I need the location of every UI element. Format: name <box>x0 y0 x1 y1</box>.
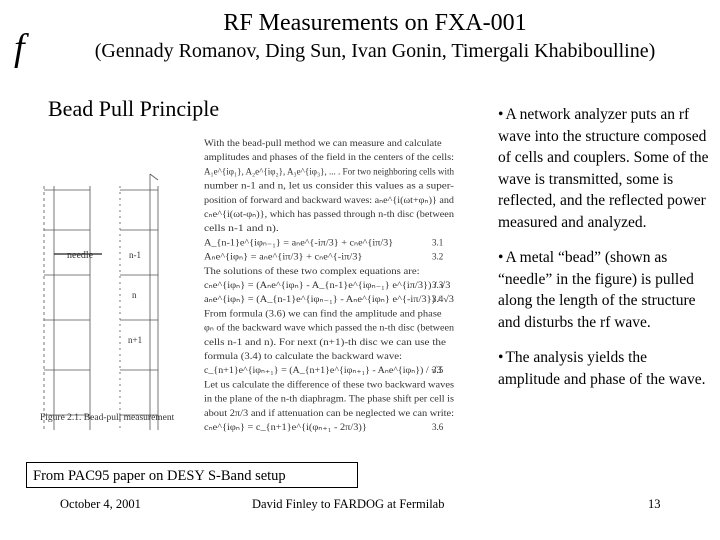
paper-text-line: amplitudes and phases of the field in the centers of the cells: <box>204 152 454 163</box>
source-caption: From PAC95 paper on DESY S-Band setup <box>26 462 358 488</box>
paper-text-line: formula (3.4) to calculate the backward wave: <box>204 351 402 361</box>
bullet-list <box>498 104 710 404</box>
paper-text-line: position of forward and backward waves: aₙe^{i(ωt+φₙ)} and <box>204 194 455 205</box>
paper-figure <box>40 130 460 460</box>
paper-text-line: cₙe^{i(ωt-φₙ)}, which has passed through n-th disc (between <box>204 209 455 219</box>
cell-label-n: n <box>132 290 137 300</box>
bullet-dot-icon: • <box>498 249 504 266</box>
paper-text-line: Let us calculate the difference of these two backward waves <box>204 379 455 390</box>
bullet-item: • A metal “bead” (shown as “needle” in the figure) is pulled along the length of the structure and disturbs the rf wave. <box>498 249 696 331</box>
figure-caption: Figure 2.1. Bead-pull measurement <box>40 413 175 423</box>
paper-text-line: From formula (3.6) we can find the amplitude and phase <box>204 308 442 319</box>
section-title: Bead Pull Principle <box>48 96 220 121</box>
footer-page-number: 13 <box>648 497 661 511</box>
paper-text-line: cₙe^{iφₙ} = (Aₙe^{iφₙ} - A_{n-1}e^{iφₙ₋₁} e^{iπ/3}) / √3 <box>204 280 451 290</box>
footer-author: David Finley to FARDOG at Fermilab <box>252 497 445 511</box>
cavity-drawing <box>44 174 158 430</box>
footer-date: October 4, 2001 <box>60 497 141 511</box>
equation-number: 3.2 <box>432 251 444 262</box>
paper-text-line: Aₙe^{iφₙ} = aₙe^{iπ/3} + cₙe^{-iπ/3} <box>204 251 363 262</box>
paper-text-line: With the bead-pull method we can measure and calculate <box>204 138 442 148</box>
bullet-dot-icon: • <box>498 349 504 366</box>
bullet-dot-icon: • <box>498 106 504 123</box>
logo: f <box>14 27 25 69</box>
paper-text-line: c_{n+1}e^{iφₙ₊₁} = (A_{n+1}e^{iφₙ₊₁} - Aₙe^{iφₙ}) / √3 <box>204 365 443 376</box>
paper-text-line: about 2π/3 and if attenuation can be neglected we can write: <box>204 407 454 418</box>
slide-subtitle: (Gennady Romanov, Ding Sun, Ivan Gonin, Timergali Khabiboulline) <box>94 40 656 62</box>
equation-number: 3.3 <box>432 280 444 290</box>
cell-label-next: n+1 <box>128 335 143 345</box>
paper-text-line: The solutions of these two complex equations are: <box>204 265 420 276</box>
slide-title: RF Measurements on FXA-001 <box>223 10 527 36</box>
paper-text-line: φₙ of the backward wave which passed the n-th disc (between <box>204 322 455 333</box>
equation-number: 3.6 <box>432 422 444 432</box>
needle-label: needle <box>67 250 94 261</box>
paper-text-line: A₁e^{iφ₁}, A₂e^{iφ₂}, A₃e^{iφ₃}, ... . For two neighboring cells with <box>204 166 455 177</box>
paper-text-line: in the plane of the n-th diaphragm. The phase shift per cell is <box>204 393 455 404</box>
equation-number: 3.1 <box>432 237 444 248</box>
cell-label-prev: n-1 <box>129 250 141 260</box>
paper-text-line: A_{n-1}e^{iφₙ₋₁} = aₙe^{-iπ/3} + cₙe^{iπ/3} <box>204 237 394 248</box>
paper-text-line: cells n-1 and n). For next (n+1)-th disc we can use the <box>204 336 446 347</box>
paper-text-line: aₙe^{iφₙ} = (A_{n-1}e^{iφₙ₋₁} - Aₙe^{iφₙ} e^{-iπ/3}) / √3 <box>204 294 455 305</box>
paper-text-line: number n-1 and n, let us consider this values as a super- <box>204 180 454 191</box>
paper-text <box>204 138 454 432</box>
equation-number: 3.4 <box>432 294 444 305</box>
paper-text-line: cells n-1 and n). <box>204 223 279 234</box>
bullet-item: • The analysis yields the amplitude and phase of the wave. <box>498 349 706 388</box>
bullet-item: • A network analyzer puts an rf wave into the structure composed of cells and couplers. Some of the wave is transmitted, some is reflected, and the reflected power measured and analyzed. <box>498 106 709 231</box>
paper-text-line: cₙe^{iφₙ} = c_{n+1}e^{i(φₙ₊₁ - 2π/3)} <box>204 422 367 432</box>
equation-number: 3.5 <box>432 365 444 376</box>
